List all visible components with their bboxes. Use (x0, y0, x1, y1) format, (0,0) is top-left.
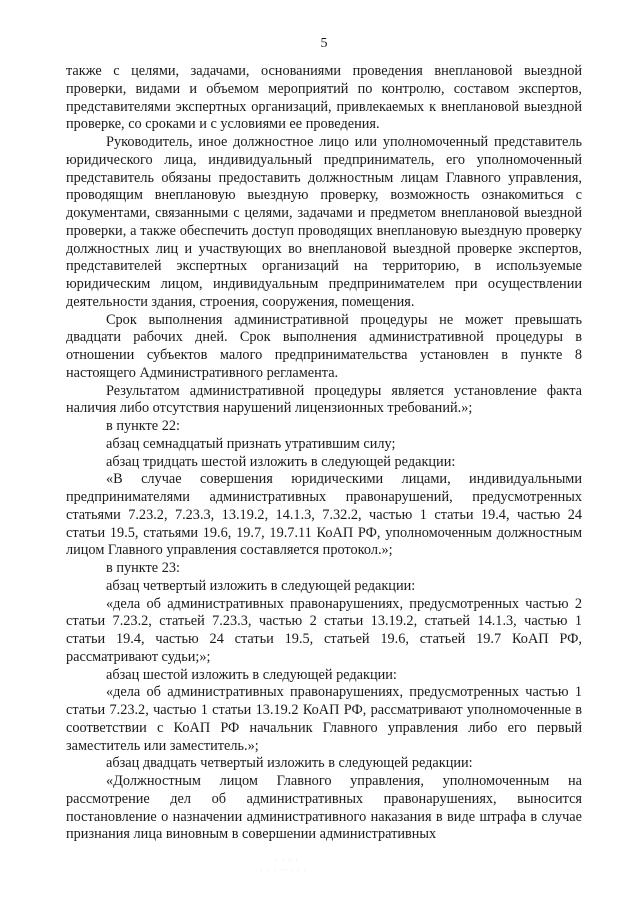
document-body (66, 63, 582, 844)
page-number: 5 (320, 36, 328, 51)
paragraph-procedure-result: Результатом административной процедуры является установление факта наличия либо отсутствия нарушений лицензионных требований.»; (66, 382, 582, 417)
paragraph-head-quote: «дела об административных правонарушениях, предусмотренных частью 1 статьи 7.23.2, частью 1 статьи 13.19.2 КоАП РФ, рассматривают уполномоченные в соответствии с КоАП РФ начальник Главного управления либо его первый заместитель или заместитель.»; (66, 684, 582, 754)
faint-scan-watermark: · · · · · · · ·· · · · (260, 856, 308, 875)
paragraph-protocol-quote: «В случае совершения юридическими лицами, индивидуальными предпринимателями административных правонарушений, предусмотренных статьями 7.23.2, 7.23.3, 13.19.2, 14.1.3, 7.32.2, частью 1 статьи 19.4, частью 24 статьи 19.5, статьями 19.6, 19.7, 19.7.11 КоАП РФ, уполномоченным должностным лицом Главного управления составляется протокол.»; (66, 471, 582, 559)
paragraph-item-22-abzac-36: абзац тридцать шестой изложить в следующей редакции: (106, 453, 456, 470)
paragraph-item-23-abzac-6: абзац шестой изложить в следующей редакции: (106, 666, 397, 683)
paragraph-procedure-term: Срок выполнения административной процедуры не может превышать двадцати рабочих дней. Срок выполнения административной процедуры в отношении субъектов малого предпринимательства установлен в пункте 8 настоящего Административного регламента. (66, 311, 582, 381)
paragraph-item-22: в пункте 22: (106, 418, 180, 434)
paragraph-judges-quote: «дела об административных правонарушениях, предусмотренных частью 2 статьи 7.23.2, статьей 7.23.3, частью 2 статьи 13.19.2, статьей 14.1.3, частью 1 статьи 19.4, частью 24 статьи 19.5, статьей 19.6, статьей 19.7 КоАП РФ, рассматривают судьи;»; (66, 595, 582, 665)
paragraph-continuation: также с целями, задачами, основаниями проведения внеплановой выездной проверки, видами и объемом мероприятий по контролю, составом экспертов, представителями экспертных организаций, привлекаемых к внеплановой выездной проверке, со сроками и с условиями ее проведения. (66, 63, 582, 133)
paragraph-access-obligation: Руководитель, иное должностное лицо или уполномоченный представитель юридического лица, индивидуальный предприниматель, его уполномоченный представитель обязаны предоставить должностным лицам Главного управления, проводящим внеплановую выездную проверку, возможность ознакомиться с документами, связанными с целями, задачами и предметом внеплановой выездной проверки, а также обеспечить доступ проводящих внеплановую выездную проверку должностных лиц и участвующих во внеплановой выездной проверке экспертов, представителей экспертных организаций на территорию, в используемые юридическим лицом, индивидуальным предпринимателем при осуществлении деятельности здания, строения, сооружения, помещения. (66, 134, 582, 310)
paragraph-fine-quote: «Должностным лицом Главного управления, уполномоченным на рассмотрение дел об административных правонарушениях, выносится постановление о назначении административного наказания в виде штрафа в случае признания лица виновным в совершении административных (66, 773, 582, 843)
paragraph-item-23-abzac-4: абзац четвертый изложить в следующей редакции: (106, 577, 416, 594)
paragraph-item-23: в пункте 23: (106, 560, 180, 576)
paragraph-item-23-abzac-24: абзац двадцать четвертый изложить в следующей редакции: (106, 755, 473, 772)
paragraph-item-22-abzac-17: абзац семнадцатый признать утратившим силу; (106, 435, 396, 452)
